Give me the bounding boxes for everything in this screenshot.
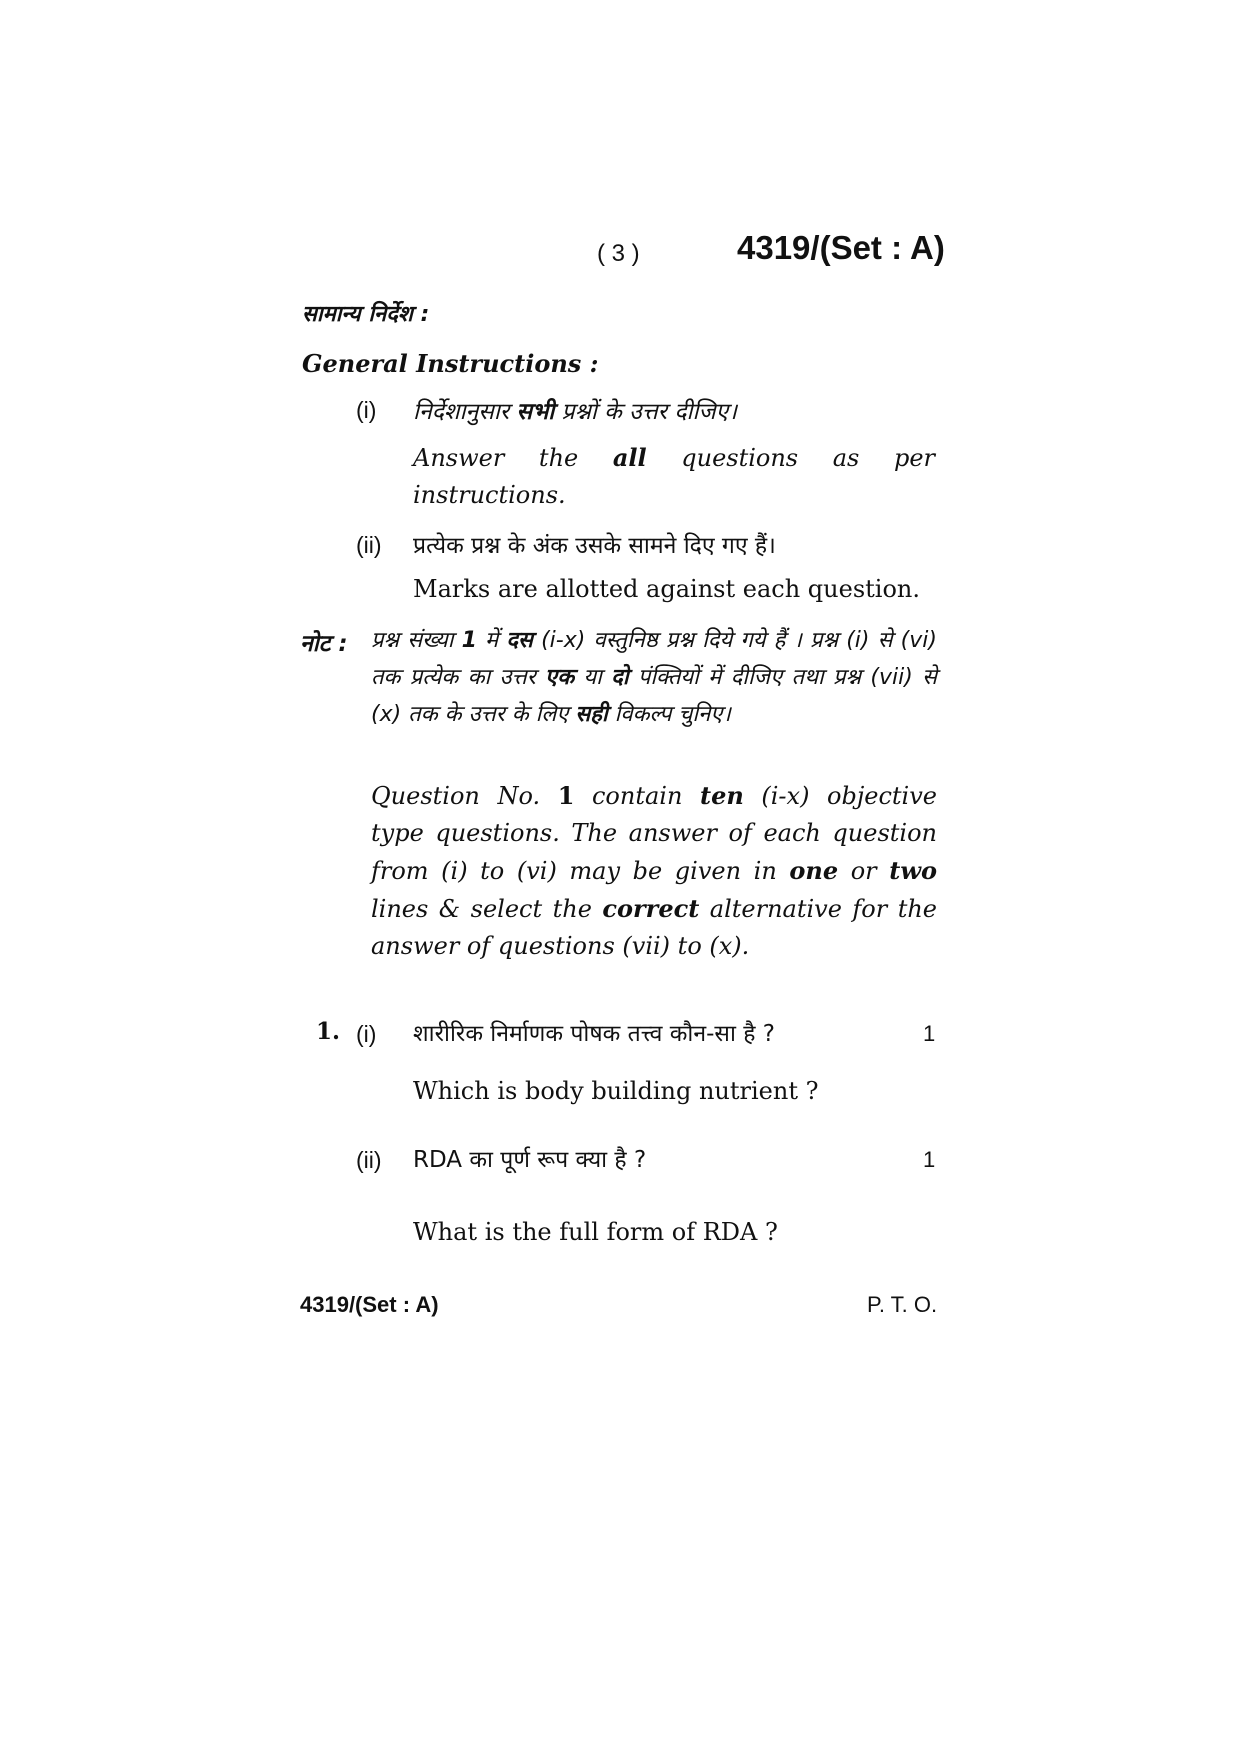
emphasis-text: all <box>612 443 647 472</box>
text-segment: पंक्तियों में दीजिए तथा प्रश्न (vii) से (x) तक के उत्तर के लिए <box>371 665 937 727</box>
text-segment: or <box>838 857 890 885</box>
text-segment: (i-x) objective type questions. The answer of each question from (i) to (vi) may be given in <box>371 782 937 885</box>
question-text-hindi: RDA का पूर्ण रूप क्या है ? <box>413 1147 647 1173</box>
text-segment: प्रश्नों के उत्तर दीजिए। <box>554 399 737 425</box>
text-segment: alternative for the answer of questions (vii) to (x). <box>371 895 937 960</box>
emphasis-text: सभी <box>516 399 555 425</box>
instruction-text-hindi: प्रत्येक प्रश्न के अंक उसके सामने दिए गए हैं। <box>413 533 776 559</box>
emphasis-text: correct <box>602 894 700 923</box>
emphasis-text: 1 <box>461 628 477 653</box>
emphasis-text: two <box>889 856 937 885</box>
instruction-text-hindi <box>413 394 737 426</box>
text-segment: lines & select the <box>371 895 603 923</box>
text-segment: questions as per instructions. <box>413 444 935 509</box>
instructions-heading-english: General Instructions : <box>302 349 599 378</box>
question-marks: 1 <box>923 1021 936 1046</box>
emphasis-text: दस <box>506 628 533 653</box>
page-number: ( 3 ) <box>597 240 640 267</box>
text-segment: में <box>476 628 507 653</box>
pto-label: P. T. O. <box>867 1292 938 1317</box>
question-text-english: Which is body building nutrient ? <box>413 1077 819 1105</box>
emphasis-text: 1 <box>557 781 575 810</box>
text-segment: निर्देशानुसार <box>413 399 517 425</box>
emphasis-text: एक <box>545 665 575 690</box>
emphasis-text: one <box>789 856 839 885</box>
emphasis-text: दो <box>611 665 629 690</box>
text-segment: Answer the <box>413 444 613 472</box>
paper-code-header: 4319/(Set : A) <box>737 229 945 266</box>
text-segment: Question No. <box>371 782 558 810</box>
note-text-english <box>371 777 937 965</box>
instruction-text-english <box>413 439 935 514</box>
instructions-heading-hindi: सामान्य निर्देश : <box>302 302 430 327</box>
emphasis-text: सही <box>575 702 608 727</box>
question-number: 1. <box>316 1018 341 1045</box>
subquestion-number: (ii) <box>356 1147 382 1173</box>
text-segment: या <box>574 665 612 690</box>
text-segment: (i-x) वस्तुनिष्ठ प्रश्न दिये गये हैं । प्रश्न (i) से (vi) तक प्रत्येक का उत्तर <box>371 628 937 690</box>
text-segment: contain <box>574 782 700 810</box>
instruction-number: (ii) <box>356 532 382 558</box>
question-text-english: What is the full form of RDA ? <box>413 1218 778 1246</box>
text-segment: प्रश्न संख्या <box>371 628 462 653</box>
instruction-text-english: Marks are allotted against each question. <box>413 575 920 603</box>
subquestion-number: (i) <box>356 1021 377 1047</box>
question-text-hindi: शारीरिक निर्माणक पोषक तत्त्व कौन-सा है ? <box>413 1021 775 1047</box>
emphasis-text: ten <box>700 781 744 810</box>
note-text-hindi <box>371 622 937 733</box>
text-segment: विकल्प चुनिए। <box>607 702 731 727</box>
paper-code-footer: 4319/(Set : A) <box>300 1292 439 1317</box>
question-marks: 1 <box>923 1147 936 1172</box>
note-label: नोट : <box>300 631 348 657</box>
instruction-number: (i) <box>356 397 377 423</box>
